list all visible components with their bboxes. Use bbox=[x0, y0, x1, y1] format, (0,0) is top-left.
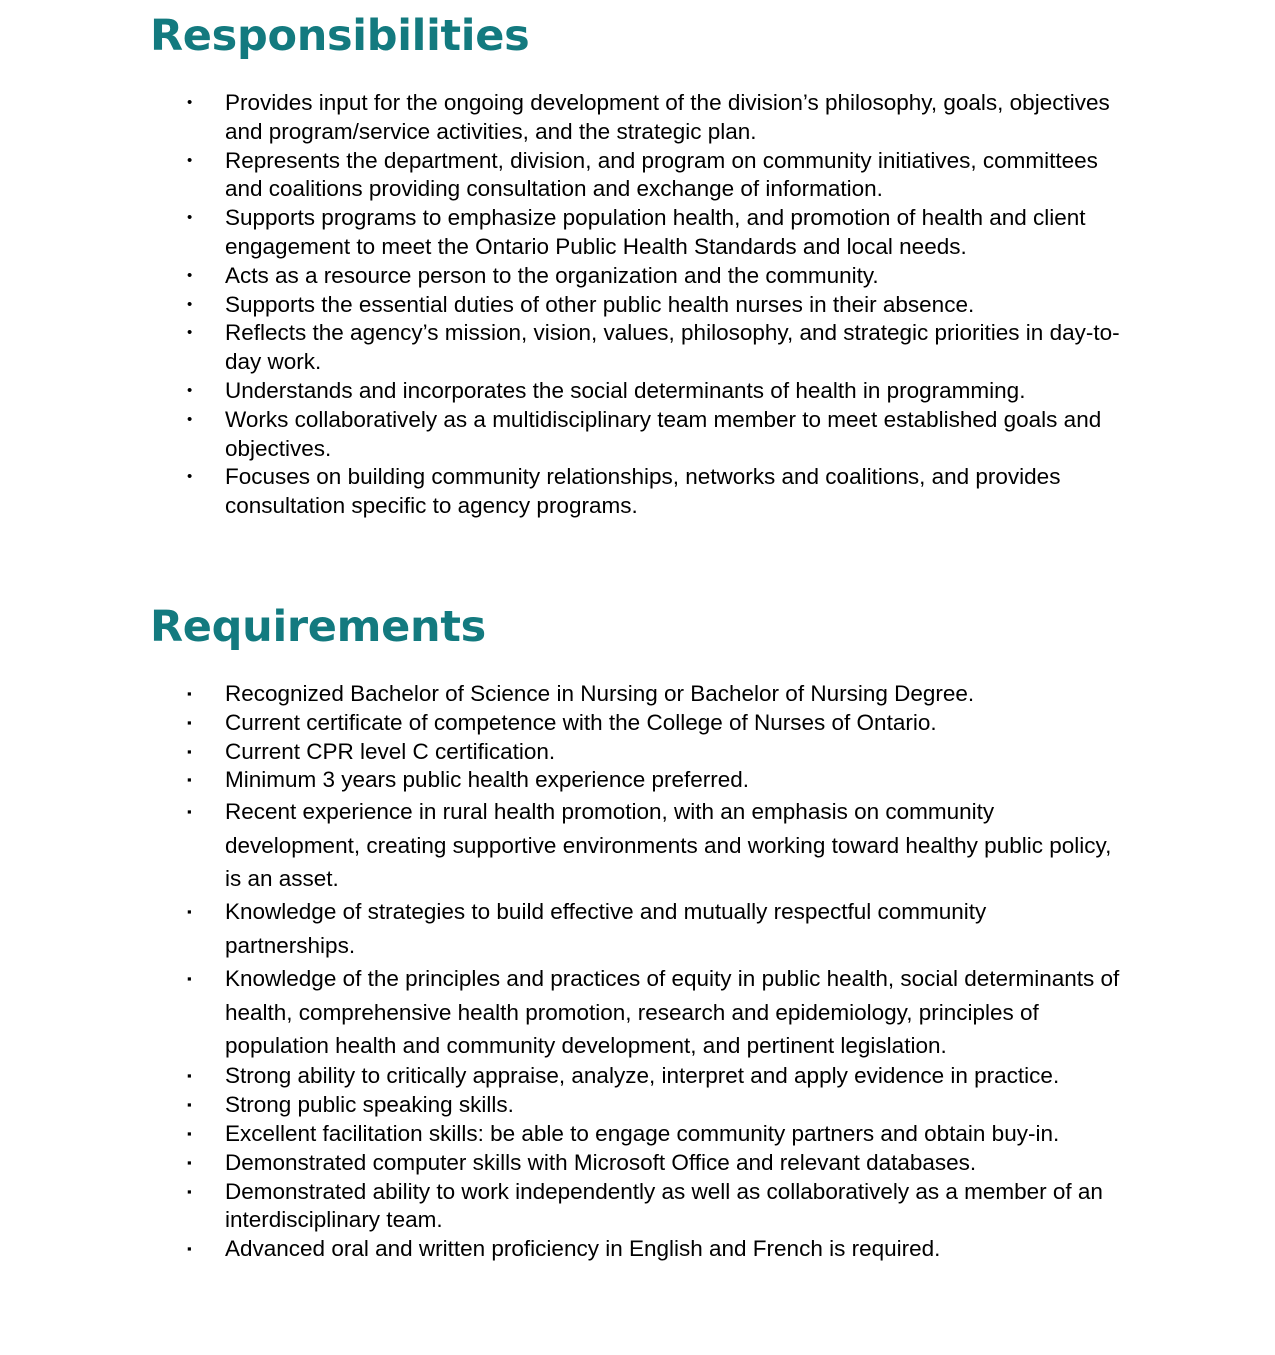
bullet-square-icon: ▪ bbox=[187, 772, 192, 788]
responsibilities-heading: Responsibilities bbox=[150, 11, 530, 61]
bullet-dot-icon: • bbox=[187, 381, 193, 399]
list-item-text: Supports programs to emphasize population health, and promotion of health and client engagement to meet the Ontario Public Health Standards and local needs. bbox=[225, 205, 1086, 259]
list-item-text: Minimum 3 years public health experience preferred. bbox=[225, 767, 750, 793]
list-item bbox=[0, 319, 1120, 377]
list-item-text: Demonstrated computer skills with Microsoft Office and relevant databases. bbox=[225, 1149, 977, 1175]
bullet-dot-icon: • bbox=[187, 266, 193, 284]
list-item-text: Demonstrated ability to work independently as well as collaboratively as a member of an interdisciplinary team. bbox=[225, 1178, 1103, 1233]
list-item bbox=[0, 463, 1120, 521]
list-item bbox=[0, 680, 1120, 709]
list-item-text: Strong ability to critically appraise, analyze, interpret and apply evidence in practice. bbox=[225, 1063, 1060, 1089]
list-item bbox=[0, 1178, 1120, 1236]
bullet-dot-icon: • bbox=[187, 209, 193, 227]
list-item-text: Focuses on building community relationships, networks and coalitions, and provides consultation specific to agency programs. bbox=[225, 464, 1061, 519]
list-item-text: Knowledge of the principles and practices of equity in public health, social determinants of health, comprehensive health promotion, research and epidemiology, principles of population health and community development, and pertinent legislation. bbox=[225, 966, 1120, 1059]
list-item bbox=[0, 291, 1120, 320]
list-item bbox=[0, 962, 1120, 1062]
list-item-text: Strong public speaking skills. bbox=[225, 1092, 514, 1118]
bullet-dot-icon: • bbox=[187, 324, 193, 342]
bullet-dot-icon: • bbox=[187, 468, 193, 486]
list-item-text: Advanced oral and written proficiency in English and French is required. bbox=[225, 1236, 941, 1262]
requirements-list bbox=[0, 680, 1275, 1264]
responsibilities-list bbox=[0, 89, 1275, 521]
list-item bbox=[0, 895, 1120, 962]
list-item bbox=[0, 1149, 1120, 1178]
list-item-text: Represents the department, division, and program on community initiatives, committees and coalitions providing consultation and exchange of information. bbox=[225, 147, 1098, 202]
list-item bbox=[0, 262, 1120, 291]
list-item-text: Works collaboratively as a multidisciplinary team member to meet established goals and objectives. bbox=[225, 406, 1102, 461]
list-item-text: Acts as a resource person to the organization and the community. bbox=[225, 262, 879, 288]
bullet-square-icon: ▪ bbox=[187, 1241, 192, 1257]
list-item bbox=[0, 1235, 1120, 1264]
list-item-text: Recognized Bachelor of Science in Nursing or Bachelor of Nursing Degree. bbox=[225, 681, 975, 706]
bullet-square-icon: ▪ bbox=[187, 1097, 192, 1113]
bullet-dot-icon: • bbox=[187, 151, 193, 169]
list-item bbox=[0, 204, 1120, 262]
bullet-dot-icon: • bbox=[187, 94, 193, 111]
list-item bbox=[0, 766, 1120, 795]
list-item bbox=[0, 89, 1120, 147]
bullet-square-icon: ▪ bbox=[187, 804, 192, 820]
list-item-text: Current certificate of competence with the College of Nurses of Ontario. bbox=[225, 709, 937, 735]
list-item bbox=[0, 709, 1120, 738]
bullet-square-icon: ▪ bbox=[187, 971, 192, 987]
list-item-text: Recent experience in rural health promotion, with an emphasis on community development, creating supportive environments and working toward healthy public policy, is an asset. bbox=[225, 799, 1112, 891]
list-item-text: Current CPR level C certification. bbox=[225, 738, 556, 764]
list-item-text: Knowledge of strategies to build effective and mutually respectful community partnerships. bbox=[225, 899, 987, 958]
bullet-square-icon: ▪ bbox=[187, 1154, 192, 1170]
bullet-square-icon: ▪ bbox=[187, 1183, 192, 1199]
list-item-text: Supports the essential duties of other public health nurses in their absence. bbox=[225, 291, 975, 317]
bullet-dot-icon: • bbox=[187, 295, 193, 313]
bullet-square-icon: ▪ bbox=[187, 904, 192, 920]
requirements-heading: Requirements bbox=[150, 602, 486, 652]
bullet-dot-icon: • bbox=[187, 410, 193, 428]
list-item bbox=[0, 738, 1120, 767]
bullet-square-icon: ▪ bbox=[187, 743, 192, 759]
list-item-text: Excellent facilitation skills: be able to engage community partners and obtain buy-in. bbox=[225, 1121, 1060, 1147]
list-item bbox=[0, 377, 1120, 406]
list-item bbox=[0, 147, 1120, 205]
list-item bbox=[0, 795, 1120, 895]
list-item bbox=[0, 1091, 1120, 1120]
bullet-square-icon: ▪ bbox=[187, 714, 192, 730]
bullet-square-icon: ▪ bbox=[187, 686, 192, 701]
list-item bbox=[0, 406, 1120, 464]
list-item-text: Reflects the agency’s mission, vision, values, philosophy, and strategic priorities in day-to-day work. bbox=[225, 320, 1120, 375]
list-item-text: Understands and incorporates the social determinants of health in programming. bbox=[225, 377, 1026, 403]
list-item bbox=[0, 1062, 1120, 1091]
list-item-text: Provides input for the ongoing development of the division’s philosophy, goals, objectives and program/service activities, and the strategic plan. bbox=[225, 90, 1110, 144]
bullet-square-icon: ▪ bbox=[187, 1126, 192, 1142]
list-item bbox=[0, 1120, 1120, 1149]
bullet-square-icon: ▪ bbox=[187, 1068, 192, 1084]
